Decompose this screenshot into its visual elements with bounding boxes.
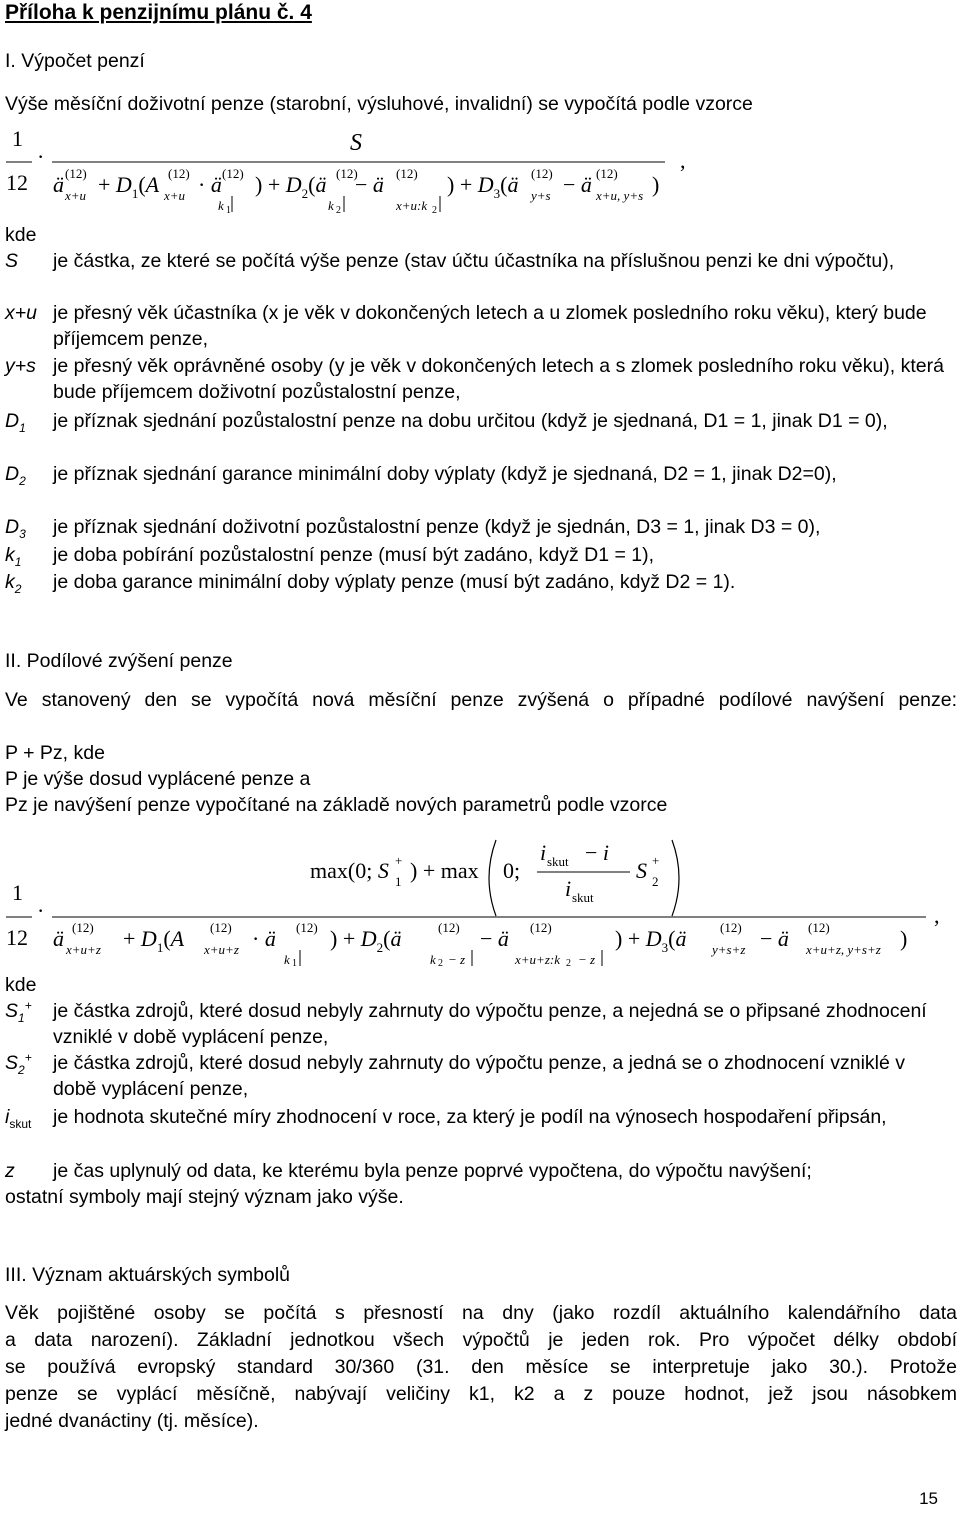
def-text: je čas uplynulý od data, ke kterému byla penze poprvé vypočtena, do výpočtu navýšení; [53,1160,812,1182]
section2-intro: Ve stanovený den se vypočítá nová měsíční penze zvýšená o případné podílové navýšení penze: [5,689,957,711]
svg-text:·: · [37,898,45,923]
section2-line3: Pz je navýšení penze vypočítané na základě nových parametrů podle vzorce [5,794,668,816]
def-symbol: $S_1^+$ [5,998,32,1025]
svg-text:x+u+z: x+u+z [204,942,239,957]
svg-text:k: k [430,952,436,967]
svg-text:(12): (12) [808,920,830,935]
section2-closing: ostatní symboly mají stejný význam jako výše. [5,1186,404,1208]
section2-heading: II. Podílové zvýšení penze [5,650,233,672]
svg-text:) + D2(ä: ) + $D_2(ä$ [330,926,402,955]
svg-text:− ä: − ä [563,172,592,197]
svg-text:x+u+z, y+s+z: x+u+z, y+s+z [806,942,881,957]
def-text: je přesný věk oprávněné osoby (y je věk v dokončených letech a s zlomek posledního roku věku), která bude příjemcem doživotní pozůstalostní penze, [53,355,944,403]
svg-text:,: , [934,903,940,928]
svg-text:2: 2 [336,205,341,216]
formula-1 [0,126,960,216]
def-symbol: $k_2$ [5,571,22,596]
svg-text:12: 12 [6,925,28,950]
svg-text:2: 2 [566,958,571,969]
def-symbol: y+s [5,355,36,377]
svg-text:k: k [284,952,290,967]
svg-text:ä: ä [53,172,64,197]
svg-text:1: 1 [12,880,23,905]
svg-text:+: + [395,853,403,868]
def-text: je přesný věk účastníka (x je věk v dokončených letech a u zlomek posledního roku věku), který bude příjemcem penze, [53,302,927,350]
def-text: je částka zdrojů, které dosud nebyly zahrnuty do výpočtu penze, a nejedná se o připsané zhodnocení vzniklé v době vyplácení penze, [53,1000,927,1048]
section3-line: penze se vyplácí měsíčně, nabývají veličiny k1, k2 a z pouze hodnot, jež jsou násobkem [5,1383,957,1405]
svg-text:(12): (12) [720,920,742,935]
section2-kde: kde [5,974,37,996]
section2-line1: P + Pz, kde [5,742,105,764]
def-symbol: $i_{skut}$ [5,1106,32,1131]
svg-text:S: S [636,858,647,883]
svg-text:0;: 0; [503,858,521,883]
svg-text:skut: skut [572,890,594,905]
def-symbol: $k_1$ [5,544,22,569]
svg-text:12: 12 [6,170,28,195]
section1-kde: kde [5,224,37,246]
svg-text:skut: skut [547,854,569,869]
page-number: 15 [919,1489,938,1508]
svg-text:(12): (12) [396,166,418,181]
svg-text:i: i [540,840,547,865]
def-text: je doba garance minimální doby výplaty penze (musí být zadáno, když D2 = 1). [53,571,736,593]
svg-text:,: , [680,148,686,173]
svg-text:− i: − i [585,840,610,865]
svg-text:) + D3(ä: ) + $D_3(ä$ [447,172,519,201]
svg-text:x+u+z: x+u+z [66,942,101,957]
svg-text:+ D1(A: + $D_1(A$ [98,172,160,201]
svg-text:+: + [652,853,660,868]
svg-text:x+u:k: x+u:k [396,198,428,213]
formula-2 [0,820,960,969]
def-symbol: $D_3$ [5,516,26,541]
page-title: Příloha k penzijnímu plánu č. 4 [5,1,312,24]
svg-text:max(0; S: max(0; S [310,858,389,883]
svg-text:(12): (12) [596,166,618,181]
svg-text:2: 2 [652,874,659,889]
section3-line: Věk pojištěné osoby se počítá s přesností na dny (jako rozdíl aktuálního kalendářního data [5,1302,957,1324]
svg-text:x+u: x+u [65,188,87,203]
svg-text:): ) [652,172,660,197]
section3-line: a data narození). Základní jednotkou všech výpočtů je jeden rok. Pro výpočet délky období [5,1329,957,1351]
svg-text:1: 1 [12,126,23,151]
svg-text:(12): (12) [72,920,94,935]
def-symbol: x+u [5,302,37,324]
svg-text:x+u: x+u [164,188,186,203]
svg-text:(12): (12) [296,920,318,935]
def-symbol: $D_1$ [5,410,26,435]
svg-text:· ä: · ä [252,926,276,951]
def-text: je doba pobírání pozůstalostní penze (musí být zadáno, když D1 = 1), [53,544,655,566]
section3-heading: III. Význam aktuárských symbolů [5,1264,291,1286]
svg-text:y+s: y+s [531,188,551,203]
def-symbol: S [5,250,19,272]
def-text: je příznak sjednání doživotní pozůstalostní penze (když je sjednán, D3 = 1, jinak D3 = 0), [53,516,821,538]
svg-text:y+s+z: y+s+z [712,942,746,957]
svg-text:+ D1(A: + $D_1(A$ [123,926,185,955]
svg-text:2: 2 [438,958,443,969]
svg-text:·: · [37,144,45,169]
svg-text:(12): (12) [530,920,552,935]
svg-text:· ä: · ä [198,172,222,197]
svg-text:1: 1 [395,874,402,889]
svg-text:− z: − z [578,952,596,967]
svg-text:ä: ä [53,926,64,951]
svg-text:x+u+z:k: x+u+z:k [515,952,560,967]
svg-text:− ä: − ä [480,926,509,951]
section2-line2: P je výše dosud vyplácené penze a [5,768,311,790]
svg-text:(12): (12) [336,166,358,181]
svg-text:k: k [218,198,224,213]
svg-text:(12): (12) [210,920,232,935]
svg-text:(12): (12) [222,166,244,181]
svg-text:k: k [328,198,334,213]
def-text: je příznak sjednání garance minimální doby výplaty (když je sjednaná, D2 = 1, jinak D2=0), [53,463,837,485]
svg-text:x+u, y+s: x+u, y+s [596,188,644,203]
def-symbol: $D_2$ [5,463,26,488]
svg-text:2: 2 [432,205,437,216]
def-text: je příznak sjednání pozůstalostní penze na dobu určitou (když je sjednaná, D1 = 1, jinak D1 = 0), [53,410,888,432]
svg-text:) + D3(ä: ) + $D_3(ä$ [615,926,687,955]
section3-line: se používá evropský standard 30/360 (31. den měsíce se interpretuje jako 30.). Protože [5,1356,957,1378]
svg-text:S: S [350,130,362,156]
svg-text:− ä: − ä [760,926,789,951]
svg-text:− ä: − ä [355,172,384,197]
svg-text:(12): (12) [168,166,190,181]
svg-text:) + D2(ä: ) + $D_2(ä$ [255,172,327,201]
svg-text:(12): (12) [438,920,460,935]
def-symbol: z [5,1160,15,1182]
svg-text:i: i [565,876,572,901]
svg-text:1: 1 [292,958,297,969]
svg-text:1: 1 [226,205,231,216]
section1-intro: Výše měsíční doživotní penze (starobní, výsluhové, invalidní) se vypočítá podle vzorce [5,93,753,115]
def-text: je částka zdrojů, které dosud nebyly zahrnuty do výpočtu penze, a jedná se o zhodnocení vzniklé v době vyplácení penze, [53,1052,906,1100]
def-symbol: $S_2^+$ [5,1050,32,1077]
svg-text:): ) [900,926,908,951]
svg-text:) + max: ) + max [410,858,479,883]
section3-last-line: jedné dvanáctiny (tj. měsíce). [5,1410,259,1432]
def-text: je hodnota skutečné míry zhodnocení v roce, za který je podíl na výnosech hospodaření připsán, [53,1106,887,1128]
svg-text:− z: − z [448,952,466,967]
svg-text:(12): (12) [531,166,553,181]
def-text: je částka, ze které se počítá výše penze (stav účtu účastníka na příslušnou penzi ke dni výpočtu), [53,250,895,272]
svg-text:(12): (12) [65,166,87,181]
section1-heading: I. Výpočet penzí [5,50,145,72]
